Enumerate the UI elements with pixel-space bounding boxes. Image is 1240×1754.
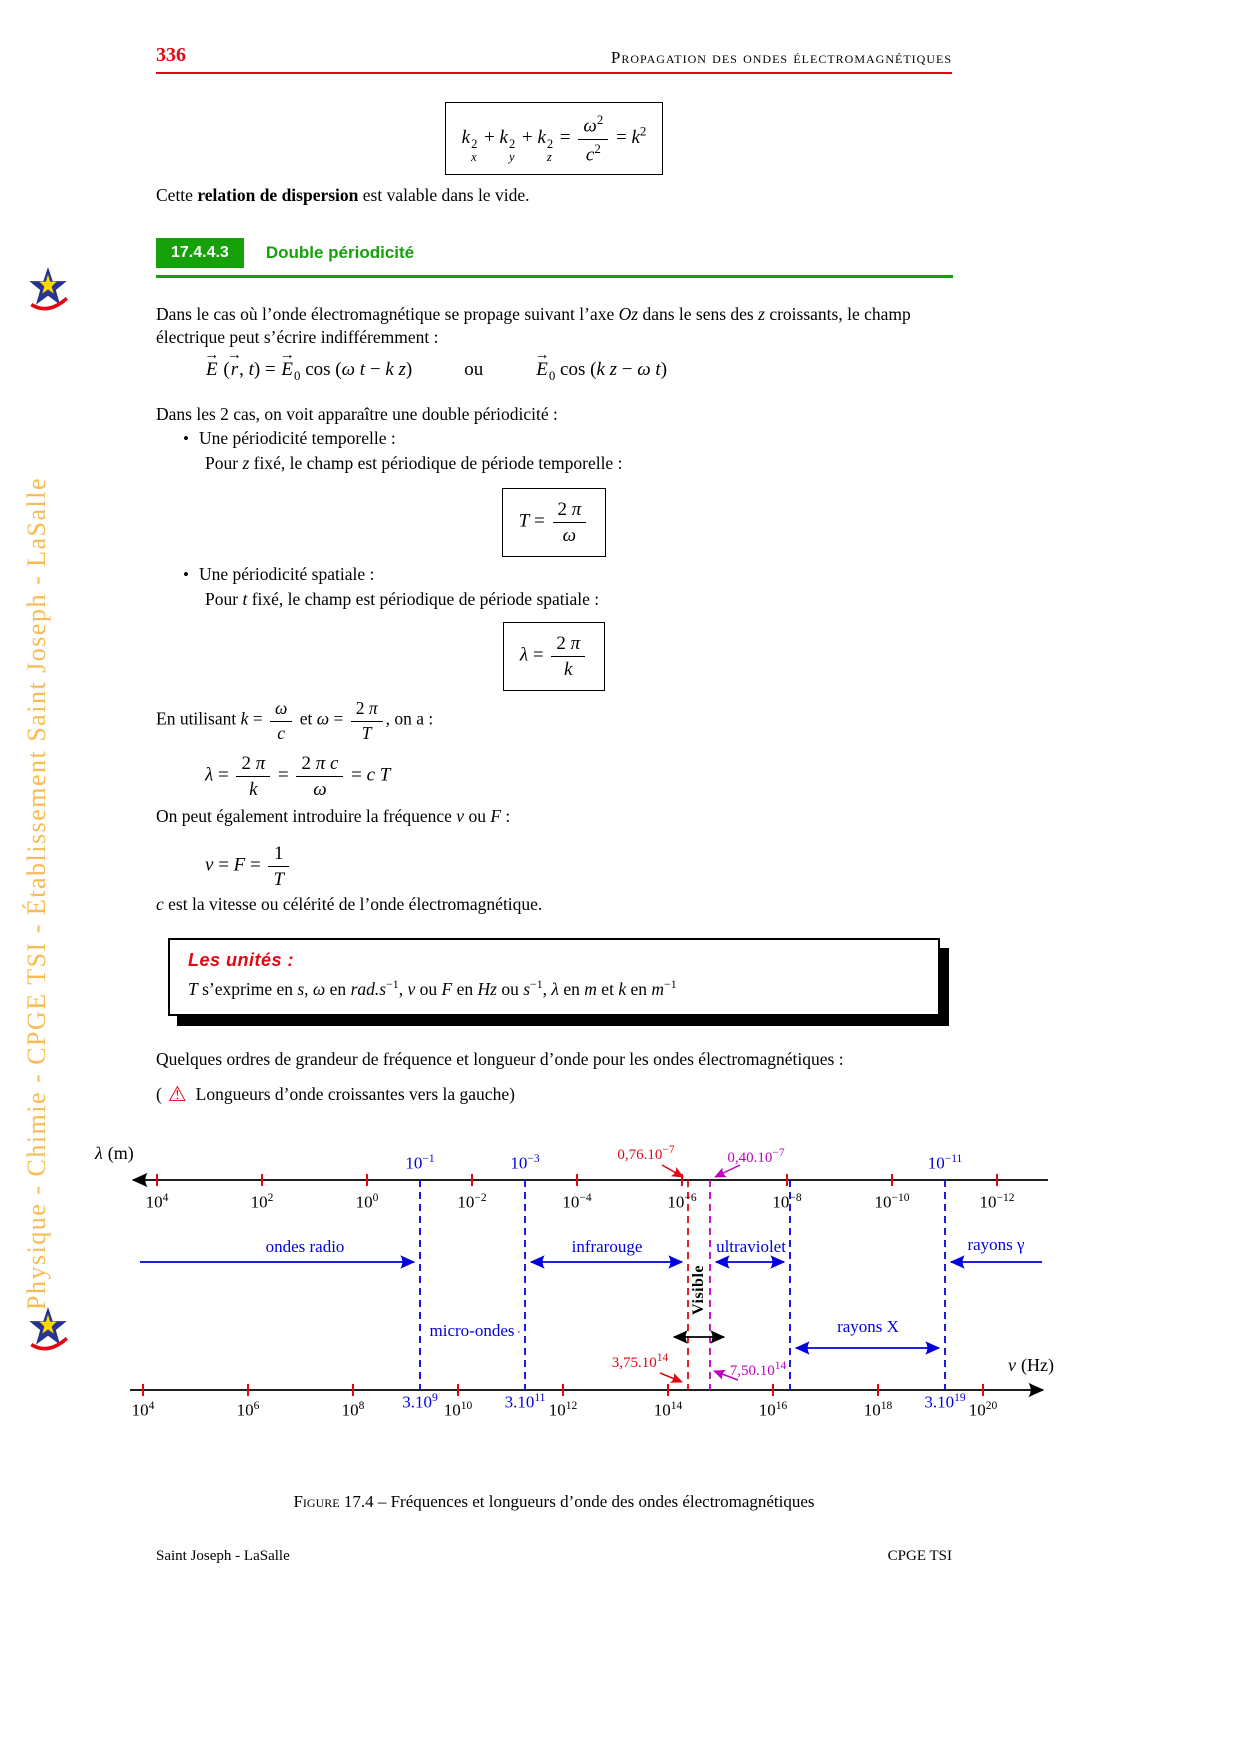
paragraph-orders: Quelques ordres de grandeur de fréquence et longueur d’onde pour les ondes électromagnétiques : bbox=[156, 1049, 844, 1069]
page-number: 336 bbox=[156, 44, 186, 66]
visible-red-frequency-label: 3,75.10$^{14}$ bbox=[611, 1352, 669, 1371]
region-gamma-label: rayons γ bbox=[967, 1235, 1025, 1254]
bullet-spatial bbox=[183, 564, 374, 585]
lambda-tick-label: $10^{-2}$ bbox=[457, 1192, 487, 1212]
dispersion-equation-wrapper bbox=[156, 102, 952, 175]
lambda-tick-label: $10^4$ bbox=[145, 1192, 169, 1212]
lambda-boundary-label: $10^{-1}$ bbox=[405, 1153, 435, 1173]
visible-band-label: Visible bbox=[690, 1264, 707, 1316]
warning-note bbox=[156, 1082, 515, 1107]
lambda-tick-label: $10^{-12}$ bbox=[979, 1192, 1015, 1212]
spectrum-figure bbox=[90, 1140, 1150, 1480]
bullet-temporal-title: Une périodicité temporelle : bbox=[198, 428, 396, 448]
footer-school: Saint Joseph - LaSalle bbox=[156, 1548, 290, 1564]
nu-tick-label: $10^{14}$ bbox=[653, 1400, 683, 1420]
visible-violet-wavelength-label: $0,40.10^{-7}$ bbox=[727, 1147, 785, 1166]
region-microwave-label: micro-ondes bbox=[426, 1322, 519, 1341]
lambda-boundary-label: $10^{-3}$ bbox=[510, 1153, 540, 1173]
wavelength-equation-wrapper bbox=[156, 622, 952, 691]
units-box-title: Les unités : bbox=[188, 950, 295, 970]
warning-icon: ⚠ bbox=[167, 1082, 187, 1106]
section-number-badge: 17.4.4.3 bbox=[156, 238, 244, 268]
nu-tick-label: $10^{12}$ bbox=[548, 1400, 578, 1420]
lambda-tick-label: $10^{-8}$ bbox=[772, 1192, 802, 1212]
region-xray-label: rayons X bbox=[837, 1317, 899, 1336]
lambda-tick-label: $10^{-4}$ bbox=[562, 1192, 592, 1212]
paragraph-using-k: En utilisant k = $\frac{\omega}{c}$ et ω = $\frac{2 \pi}{T}$ , on a : bbox=[156, 698, 434, 743]
header-rule bbox=[156, 72, 952, 74]
figure-caption-text: Fréquences et longueurs d’onde des ondes électromagnétiques bbox=[390, 1492, 815, 1511]
units-box-content: T s’exprime en s, ω en $rad.s^{-1}$, ν ou F en Hz ou $s^{-1}$, λ en m et k en $m^{-1}$ bbox=[188, 977, 677, 999]
figure-caption-sep: – bbox=[373, 1492, 391, 1511]
paragraph-celerity: c est la vitesse ou célérité de l’onde électromagnétique. bbox=[156, 894, 543, 914]
units-box bbox=[168, 938, 940, 1016]
wavelength-equation-box: λ = $\frac{2 \pi}{k}$ bbox=[503, 622, 605, 691]
nu-tick-label: $10^{18}$ bbox=[863, 1400, 893, 1420]
bullet-icon: • bbox=[183, 429, 189, 448]
region-radio-label: ondes radio bbox=[265, 1237, 345, 1256]
nu-boundary-label: 3.10$^9$ bbox=[402, 1392, 438, 1412]
wavelength-chain-equation: λ = $\frac{2 \pi}{k}$ = $\frac{\text{2 π c}}{\omega}$ = c T bbox=[205, 753, 391, 801]
nu-tick-label: $10^{16}$ bbox=[758, 1400, 788, 1420]
nu-boundary-label: 3.10$^{11}$ bbox=[504, 1392, 546, 1412]
warning-open-paren: ( bbox=[156, 1084, 162, 1104]
section-title: Double périodicité bbox=[265, 243, 415, 262]
frequency-equation: ν = F = $\frac{1}{T}$ bbox=[205, 842, 292, 891]
region-ultraviolet-label: ultraviolet bbox=[716, 1237, 786, 1256]
bullet-temporal bbox=[183, 428, 396, 449]
lambda-tick-label: $10^2$ bbox=[250, 1192, 274, 1212]
lambda-axis-label: λ (m) bbox=[95, 1143, 134, 1163]
paragraph-propagation: Dans le cas où l’onde électromagnétique se propage suivant l’axe Oz dans le sens des z croissants, le champ électrique peut s’écrire indifféremment : bbox=[156, 304, 911, 348]
visible-violet-frequency-label: 7,50.10$^{14}$ bbox=[729, 1360, 787, 1379]
visible-red-wavelength-label: $0,76.10^{-7}$ bbox=[617, 1144, 675, 1163]
paragraph-frequency-intro: On peut également introduire la fréquence ν ou F : bbox=[156, 806, 511, 826]
nu-tick-label: $10^6$ bbox=[236, 1400, 260, 1420]
lasalle-logo-icon bbox=[26, 266, 70, 314]
period-equation-wrapper bbox=[156, 488, 952, 557]
lambda-tick-label: $10^{-10}$ bbox=[874, 1192, 910, 1212]
nu-axis-label: ν (Hz) bbox=[1008, 1355, 1054, 1375]
lambda-tick-label: $10^{-6}$ bbox=[667, 1192, 697, 1212]
period-equation-box: T = $\frac{2 \pi}{\omega}$ bbox=[502, 488, 607, 557]
lambda-boundary-label: $10^{-11}$ bbox=[927, 1153, 963, 1173]
bullet-icon: • bbox=[183, 565, 189, 584]
nu-boundary-label: 3.10$^{19}$ bbox=[924, 1392, 966, 1412]
section-heading bbox=[156, 238, 953, 278]
warning-text: Longueurs d’onde croissantes vers la gauche) bbox=[195, 1084, 515, 1104]
figure-caption-label: Figure 17.4 bbox=[293, 1492, 374, 1511]
nu-tick-label: $10^8$ bbox=[341, 1400, 365, 1420]
figure-labels-layer bbox=[90, 1140, 1150, 1480]
lasalle-logo-icon bbox=[26, 1306, 70, 1354]
figure-caption bbox=[156, 1492, 952, 1512]
dispersion-equation-box: k 2 x + k 2 y + k 2 z = $\frac{\omega^2}{c^2}$ = $k^2$ bbox=[445, 102, 664, 175]
bullet-spatial-title: Une périodicité spatiale : bbox=[198, 564, 375, 584]
bullet-temporal-desc: Pour z fixé, le champ est périodique de période temporelle : bbox=[205, 453, 623, 473]
chapter-running-title: Propagation des ondes électromagnétiques bbox=[610, 48, 952, 67]
star-logo-icon bbox=[26, 1306, 70, 1354]
nu-tick-label: $10^{20}$ bbox=[968, 1400, 998, 1420]
field-equation: → E ( → r, t) = → $E_0$ cos (ω t − k z) ou → $E_0$ cos (k z − ω t) bbox=[204, 347, 668, 383]
footer-cpge: CPGE TSI bbox=[887, 1548, 952, 1564]
star-logo-icon bbox=[26, 266, 70, 314]
nu-tick-label: $10^4$ bbox=[131, 1400, 155, 1420]
region-infrared-label: infrarouge bbox=[571, 1237, 643, 1256]
paragraph-two-cases: Dans les 2 cas, on voit apparaître une double périodicité : bbox=[156, 404, 558, 424]
nu-tick-label: $10^{10}$ bbox=[443, 1400, 473, 1420]
bullet-spatial-desc: Pour t fixé, le champ est périodique de période spatiale : bbox=[205, 589, 600, 609]
lambda-tick-label: $10^0$ bbox=[355, 1192, 379, 1212]
paragraph-dispersion: Cette relation de dispersion est valable dans le vide. bbox=[156, 185, 530, 205]
sidebar-vertical-text: Physique - Chimie - CPGE TSI - Établissement Saint Joseph - LaSalle bbox=[22, 476, 51, 1310]
